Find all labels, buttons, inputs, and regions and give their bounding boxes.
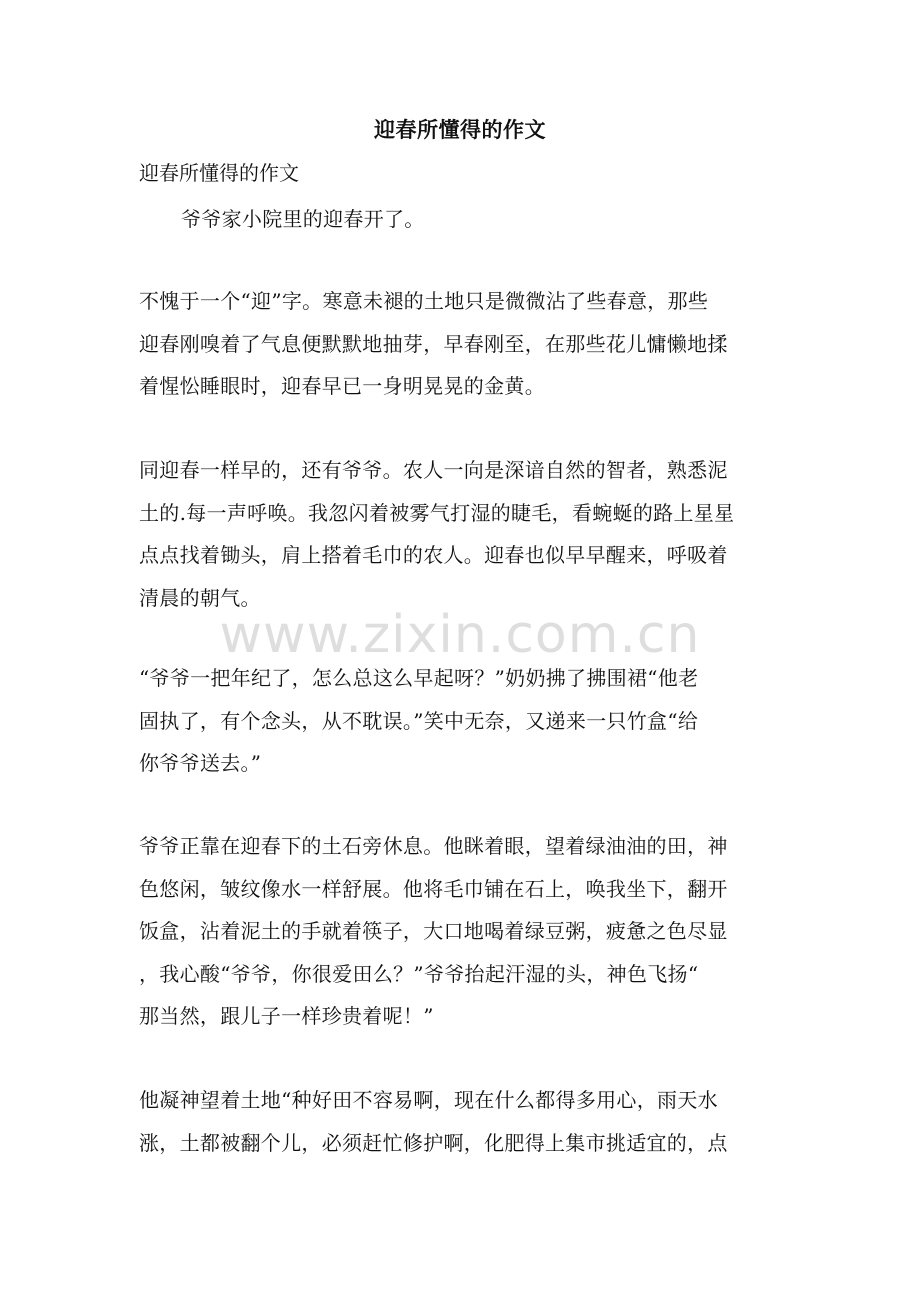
paragraph-2 [139,280,781,408]
paragraph-line: 不愧于一个“迎”字。寒意未褪的土地只是微微沾了些春意，那些 [139,289,709,313]
paragraph-line: 你爷爷送去。” [139,751,262,775]
paragraph-4 [139,657,781,785]
paragraph-line: 爷爷家小院里的迎春开了。 [181,207,425,231]
paragraph-line: “爷爷一把年纪了，怎么总这么早起呀？”奶奶拂了拂围裙“他老 [139,666,699,690]
paragraph-line: 他凝神望着土地“种好田不容易啊，现在什么都得多用心，雨天水 [139,1088,718,1112]
paragraph-line: 涨，土都被翻个儿，必须赶忙修护啊，化肥得上集市挑适宜的，点 [139,1130,728,1155]
paragraph-line: 清晨的朝气。 [139,585,261,610]
paragraph-5 [139,825,781,1038]
paragraph-6 [139,1079,781,1164]
paragraph-line: 着惺忪睡眼时，迎春早已一身明晃晃的金黄。 [139,374,545,398]
paragraph-line: ，我心酸“爷爷，你很爱田么？”爷爷抬起汗湿的头，神色飞扬“ [139,961,699,986]
paragraph-line: 那当然，跟儿子一样珍贵着呢！” [139,1004,434,1028]
paragraph-line: 点点找着锄头，肩上搭着毛巾的农人。迎春也似早早醒来，呼吸着 [139,543,728,567]
paragraph-line: 色悠闲，皱纹像水一样舒展。他将毛巾铺在石上，唤我坐下，翻开 [139,876,728,901]
paragraph-line: 同迎春一样早的，还有爷爷。农人一向是深谙自然的智者，熟悉泥 [139,458,728,482]
document-title: 迎春所懂得的作文 [374,117,546,142]
paragraph-line: 固执了，有个念头，从不耽误。”笑中无奈，又递来一只竹盒“给 [139,708,699,733]
paragraph-line: 饭盒，沾着泥土的手就着筷子，大口地喝着绿豆粥，疲惫之色尽显 [139,919,728,943]
paragraph-line: 迎春刚嗅着了气息便默默地抽芽，早春刚至，在那些花儿慵懒地揉 [139,331,728,356]
paragraph-3 [139,449,781,619]
paragraph-line: 土的.每一声呼唤。我忽闪着被雾气打湿的睫毛，看蜿蜒的路上星星 [139,500,735,525]
watermark: www.zixin.com.cn [219,605,701,665]
paragraph-line: 爷爷正靠在迎春下的土石旁休息。他眯着眼，望着绿油油的田，神 [139,834,728,858]
document-subtitle: 迎春所懂得的作文 [139,161,299,185]
paragraph-1 [139,198,781,241]
